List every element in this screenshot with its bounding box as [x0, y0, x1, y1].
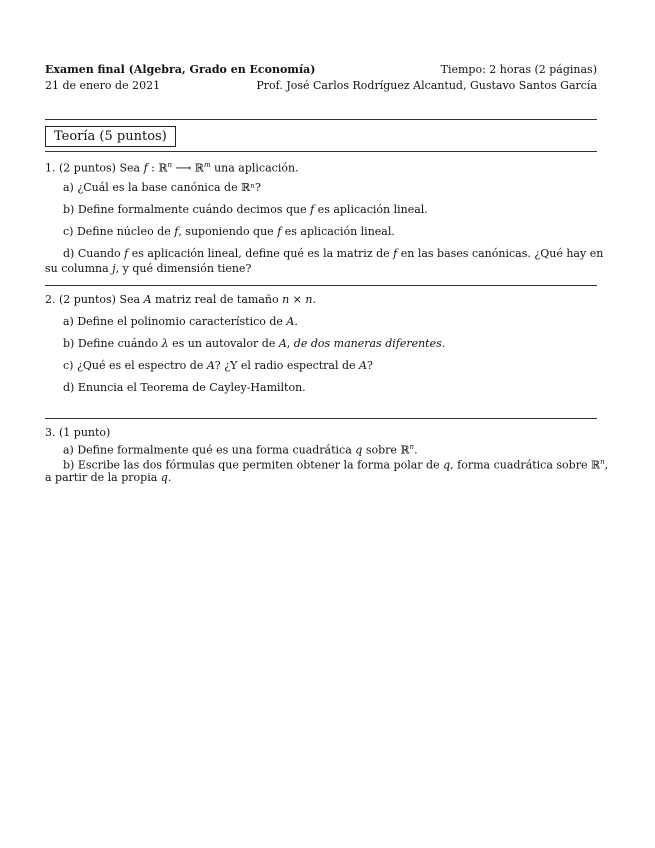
math-var: f	[277, 225, 282, 238]
question-points: (2 puntos)	[59, 161, 116, 175]
question-3-intro	[45, 425, 110, 440]
question-1-c	[63, 224, 395, 239]
question-2-a	[63, 314, 298, 329]
divider	[45, 119, 597, 120]
text-fragment: b) Define formalmente cuándo decimos que	[63, 203, 311, 216]
text-fragment: ⟶ ℝ	[172, 161, 204, 175]
math-sup: n	[409, 443, 415, 451]
emphasis-text: de dos maneras diferentes	[293, 337, 442, 350]
header-row-2	[45, 78, 597, 93]
text-fragment: es aplicación lineal, define qué es la matriz de	[128, 247, 394, 260]
text-fragment: c) Define núcleo de	[63, 225, 175, 238]
math-var: f	[393, 247, 398, 260]
math-var: A	[286, 315, 295, 328]
text-fragment: b) Define cuándo	[63, 337, 162, 350]
math-var: A	[206, 359, 215, 372]
text-fragment: , suponiendo que	[178, 225, 278, 238]
math-var: q	[443, 458, 451, 472]
text-fragment: .	[294, 315, 298, 328]
text-fragment: .	[441, 337, 446, 350]
text-fragment: Sea	[119, 161, 144, 175]
exam-date: 21 de enero de 2021	[45, 79, 161, 92]
text-fragment: ? ¿Y el radio espectral de	[214, 359, 360, 372]
text-fragment: , forma cuadrática sobre ℝ	[450, 458, 601, 472]
text-fragment: en las bases canónicas. ¿Qué hay en	[397, 247, 604, 260]
text-fragment: ?	[367, 359, 373, 372]
text-fragment: a) Define el polinomio característico de	[63, 315, 287, 328]
question-2-intro	[45, 292, 316, 307]
exam-professors: Prof. José Carlos Rodríguez Alcantud, Gustavo Santos García	[256, 79, 597, 92]
text-fragment: sobre ℝ	[362, 443, 410, 457]
math-sup: n	[167, 161, 173, 169]
question-number: 2.	[45, 293, 56, 306]
math-var: A	[143, 293, 152, 306]
section-title: Teoría (5 puntos)	[45, 126, 176, 147]
question-points: (1 punto)	[59, 426, 111, 439]
text-fragment: es aplicación lineal.	[314, 203, 428, 216]
math-var: f	[310, 203, 315, 216]
question-1-intro	[45, 158, 299, 176]
math-var: A	[359, 359, 367, 372]
header-row-1	[45, 62, 597, 77]
question-3-b-line-2	[45, 470, 171, 485]
text-fragment: es un autovalor de	[168, 337, 279, 350]
math-var: n × n	[282, 293, 313, 306]
math-var: λ	[161, 337, 169, 350]
text-fragment: .	[167, 471, 172, 484]
text-fragment: su columna	[45, 262, 113, 275]
text-fragment: matriz real de tamaño	[151, 293, 283, 306]
question-2-d: d) Enuncia el Teorema de Cayley-Hamilton.	[63, 381, 306, 394]
text-fragment: a partir de la propia	[45, 471, 161, 484]
question-1-b	[63, 202, 428, 217]
text-fragment: b) Escribe las dos fórmulas que permiten obtener la forma polar de	[63, 458, 444, 472]
text-fragment: ,	[286, 337, 294, 350]
math-var: f	[124, 247, 129, 260]
math-var: f	[143, 161, 148, 175]
math-var: A	[278, 337, 287, 350]
text-fragment: es aplicación lineal.	[281, 225, 395, 238]
divider	[45, 285, 597, 286]
divider	[45, 418, 597, 419]
math-var: f	[174, 225, 179, 238]
math-var: j	[112, 262, 116, 275]
question-points: (2 puntos)	[59, 293, 116, 306]
question-1-d-line-2	[45, 261, 251, 276]
text-fragment: d) Cuando	[63, 247, 125, 260]
divider	[45, 151, 597, 152]
text-fragment: c) ¿Qué es el espectro de	[63, 359, 207, 372]
text-fragment: Sea	[119, 293, 144, 306]
question-2-b	[63, 336, 445, 351]
math-var: q	[355, 443, 363, 457]
math-sup: m	[203, 161, 211, 169]
text-fragment: una aplicación.	[210, 161, 299, 175]
question-2-c	[63, 358, 373, 373]
text-fragment: a) Define formalmente qué es una forma cuadrática	[63, 443, 356, 457]
question-number: 1.	[45, 161, 56, 175]
text-fragment: .	[414, 443, 418, 457]
text-fragment: ,	[604, 458, 609, 472]
math-var: q	[160, 471, 168, 484]
question-1-d-line-1	[63, 246, 603, 261]
exam-time: Tiempo: 2 horas (2 páginas)	[440, 63, 597, 76]
exam-title: Examen final (Algebra, Grado en Economía)	[45, 63, 316, 76]
text-fragment: , y qué dimensión tiene?	[115, 262, 252, 275]
text-fragment: .	[312, 293, 316, 306]
text-fragment: : ℝ	[147, 161, 168, 175]
question-1-a: a) ¿Cuál es la base canónica de ℝⁿ?	[63, 181, 261, 194]
question-number: 3.	[45, 426, 56, 439]
math-sup: n	[600, 458, 605, 466]
